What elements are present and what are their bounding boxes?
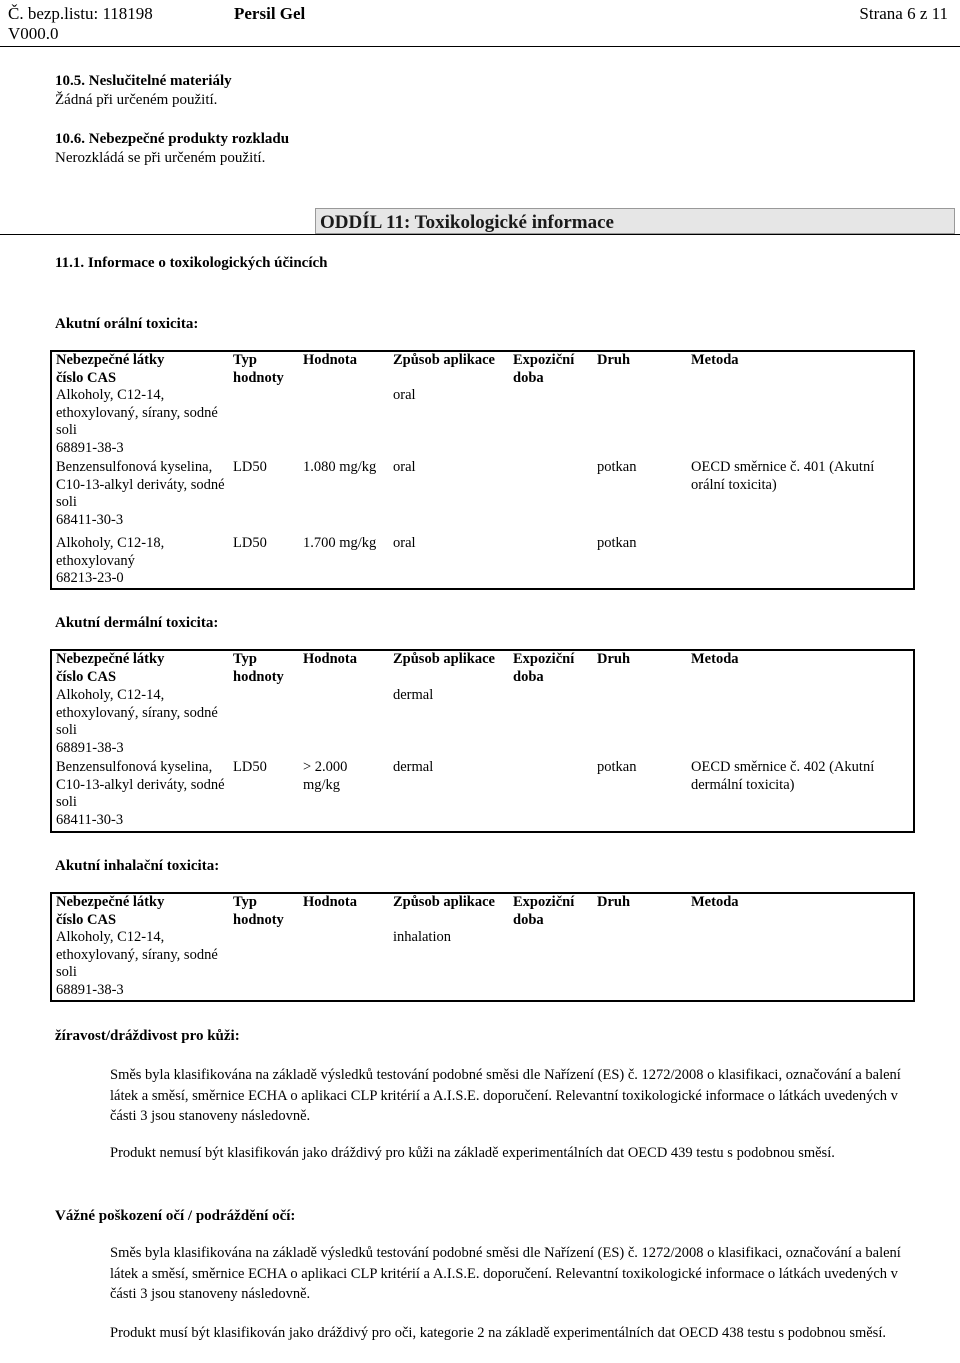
type-cell <box>229 387 299 459</box>
table-row <box>51 759 914 832</box>
species-cell <box>593 387 687 459</box>
value-cell <box>299 929 389 1001</box>
col-type: Typ hodnoty <box>233 651 284 685</box>
inhalation-toxicity-table <box>50 892 915 1002</box>
section-11-title: ODDÍL 11: Toxikologické informace <box>315 208 955 234</box>
col-exposure: Expoziční doba <box>513 651 575 685</box>
oral-toxicity-title: Akutní orální toxicita: <box>55 316 199 332</box>
eye-paragraph-2: Produkt musí být klasifikován jako dráždivý pro oči, kategorie 2 na základě experimentálních dat OECD 438 testu s podobnou směsí. <box>110 1325 886 1341</box>
col-substance: Nebezpečné látky číslo CAS <box>56 651 165 685</box>
table-header-row <box>51 893 914 929</box>
method-cell <box>687 387 914 459</box>
method-cell: OECD směrnice č. 401 (Akutní orální toxicita) <box>691 459 875 493</box>
inhalation-toxicity-title: Akutní inhalační toxicita: <box>55 858 220 874</box>
type-cell: LD50 <box>233 535 267 552</box>
substance-cell: Alkoholy, C12-14, ethoxylovaný, sírany, sodné soli 68891-38-3 <box>56 687 218 756</box>
section-11-1-heading: 11.1. Informace o toxikologických účincích <box>55 255 328 271</box>
value-cell: > 2.000 mg/kg <box>303 759 348 793</box>
table-row <box>51 535 914 589</box>
section-10-5-heading: 10.5. Neslučitelné materiály <box>55 73 232 89</box>
method-cell <box>687 535 914 589</box>
col-species: Druh <box>597 651 631 667</box>
substance-cell: Alkoholy, C12-18, ethoxylovaný 68213-23-0 <box>56 535 165 587</box>
col-type: Typ hodnoty <box>233 894 284 928</box>
type-cell <box>229 687 299 759</box>
species-cell <box>593 929 687 1001</box>
exposure-cell <box>509 387 593 459</box>
col-method: Metoda <box>691 352 739 368</box>
route-cell: oral <box>393 387 416 404</box>
type-cell: LD50 <box>233 459 267 476</box>
section-10-6-heading: 10.6. Nebezpečné produkty rozkladu <box>55 131 290 147</box>
value-cell <box>299 387 389 459</box>
exposure-cell <box>509 535 593 589</box>
section-10-6-text: Nerozkládá se při určeném použití. <box>55 150 266 166</box>
oral-toxicity-table <box>50 350 915 590</box>
col-value: Hodnota <box>303 352 357 368</box>
exposure-cell <box>509 759 593 832</box>
method-cell <box>687 929 914 1001</box>
col-type: Typ hodnoty <box>233 352 284 386</box>
table-row <box>51 929 914 1001</box>
section-10-5 <box>55 72 232 110</box>
product-name: Persil Gel <box>234 4 306 23</box>
col-value: Hodnota <box>303 894 357 910</box>
skin-paragraph-1: Směs byla klasifikována na základě výsledků testování podobné směsi dle Nařízení (ES) č. 1272/2008 o klasifikaci, označování a balení látek a směsí, směrnice ECHA o aplikaci CLP kritérií a A.I.S.E. doporučení. Relevantní toxikologické informace o látkách uvedených v části 3 jsou stanoveny následovně. <box>110 1067 901 1124</box>
table-row <box>51 687 914 759</box>
species-cell <box>593 687 687 759</box>
substance-cell: Benzensulfonová kyselina, C10-13-alkyl deriváty, sodné soli 68411-30-3 <box>56 759 225 828</box>
eye-damage-title: Vážné poškození očí / podráždění očí: <box>55 1208 296 1224</box>
route-cell: oral <box>393 535 416 552</box>
version: V000.0 <box>8 24 59 44</box>
substance-cell: Alkoholy, C12-14, ethoxylovaný, sírany, sodné soli 68891-38-3 <box>56 387 218 456</box>
table-header-row <box>51 351 914 387</box>
substance-cell: Benzensulfonová kyselina, C10-13-alkyl deriváty, sodné soli 68411-30-3 <box>56 459 225 528</box>
col-species: Druh <box>597 352 631 368</box>
dermal-toxicity-title: Akutní dermální toxicita: <box>55 615 219 631</box>
value-cell <box>299 687 389 759</box>
type-cell: LD50 <box>233 759 267 775</box>
col-route: Způsob aplikace <box>393 352 495 368</box>
value-cell: 1.700 mg/kg <box>303 535 377 552</box>
section-11-divider <box>0 234 960 235</box>
table-row <box>51 459 914 535</box>
col-substance: Nebezpečné látky číslo CAS <box>56 894 165 928</box>
route-cell: oral <box>393 459 416 476</box>
col-value: Hodnota <box>303 651 357 667</box>
col-substance: Nebezpečné látky číslo CAS <box>56 352 165 386</box>
substance-cell: Alkoholy, C12-14, ethoxylovaný, sírany, sodné soli 68891-38-3 <box>56 929 218 998</box>
page-number: Strana 6 z 11 <box>859 4 948 23</box>
section-10-6 <box>55 130 289 168</box>
method-cell: OECD směrnice č. 402 (Akutní dermální toxicita) <box>691 759 875 793</box>
species-cell: potkan <box>597 535 637 552</box>
skin-irritation-title: žíravost/dráždivost pro kůži: <box>55 1028 240 1044</box>
dermal-toxicity-table <box>50 649 915 833</box>
exposure-cell <box>509 459 593 535</box>
col-route: Způsob aplikace <box>393 894 495 910</box>
col-route: Způsob aplikace <box>393 651 495 667</box>
header-divider <box>0 46 960 47</box>
eye-paragraph-1: Směs byla klasifikována na základě výsledků testování podobné směsi dle Nařízení (ES) č. 1272/2008 o klasifikaci, označování a balení látek a směsí, směrnice ECHA o aplikaci CLP kritérií a A.I.S.E. doporučení. Relevantní toxikologické informace o látkách uvedených v části 3 jsou stanoveny následovně. <box>110 1245 901 1302</box>
col-method: Metoda <box>691 894 739 910</box>
col-exposure: Expoziční doba <box>513 352 575 386</box>
page-header-left <box>8 4 153 45</box>
col-exposure: Expoziční doba <box>513 894 575 928</box>
sheet-number: Č. bezp.listu: 118198 <box>8 4 153 23</box>
route-cell: inhalation <box>393 929 451 946</box>
route-cell: dermal <box>393 687 434 703</box>
method-cell <box>687 687 914 759</box>
exposure-cell <box>509 687 593 759</box>
table-row <box>51 387 914 459</box>
skin-paragraph-2: Produkt nemusí být klasifikován jako dráždivý pro kůži na základě experimentálních dat OECD 439 testu s podobnou směsí. <box>110 1145 835 1161</box>
section-10-5-text: Žádná při určeném použití. <box>55 92 218 108</box>
col-method: Metoda <box>691 651 739 667</box>
value-cell: 1.080 mg/kg <box>303 459 377 476</box>
route-cell: dermal <box>393 759 434 775</box>
type-cell <box>229 929 299 1001</box>
exposure-cell <box>509 929 593 1001</box>
species-cell: potkan <box>597 459 637 476</box>
table-header-row <box>51 650 914 687</box>
species-cell: potkan <box>597 759 637 775</box>
col-species: Druh <box>597 894 631 910</box>
